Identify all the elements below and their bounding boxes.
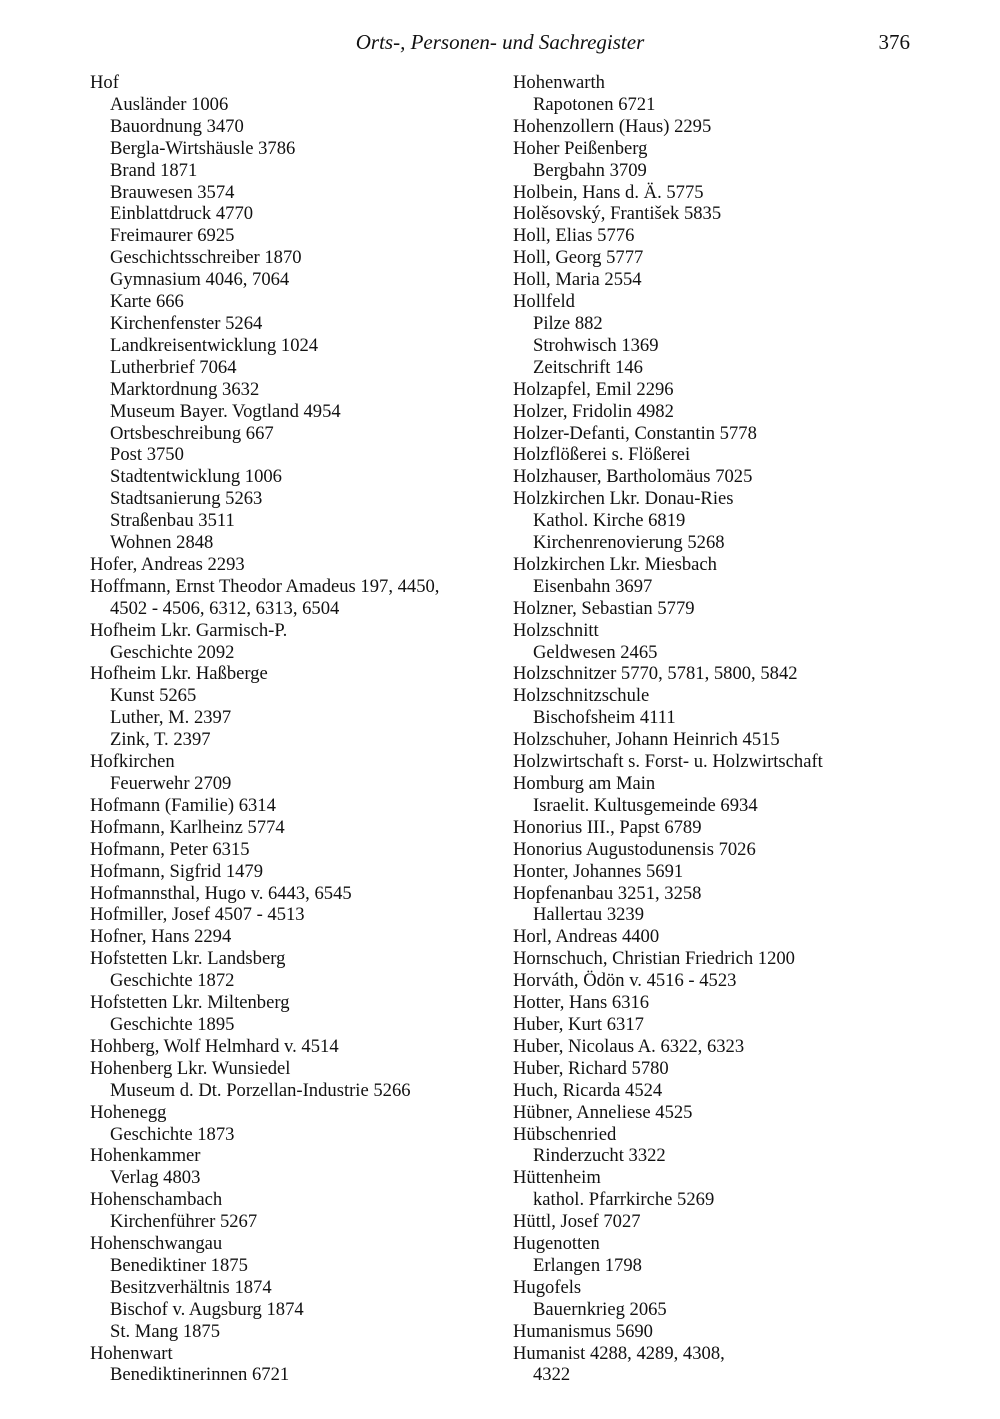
index-entry: Hohenzollern (Haus) 2295 bbox=[513, 115, 712, 137]
index-entry: Hohberg, Wolf Helmhard v. 4514 bbox=[90, 1035, 339, 1057]
index-subentry: kathol. Pfarrkirche 5269 bbox=[533, 1189, 715, 1211]
index-entry: Hugofels bbox=[513, 1276, 582, 1298]
index-entry: Hoher Peißenberg bbox=[513, 137, 648, 159]
index-subentry: Post 3750 bbox=[110, 444, 184, 466]
index-entry: Hofmann (Familie) 6314 bbox=[90, 794, 276, 816]
index-entry: Holzschuher, Johann Heinrich 4515 bbox=[513, 729, 780, 751]
index-subentry: Benediktiner 1875 bbox=[110, 1254, 248, 1276]
index-entry: Hofmann, Sigfrid 1479 bbox=[90, 860, 264, 882]
index-subentry: Hallertau 3239 bbox=[533, 904, 645, 926]
index-subentry: Besitzverhältnis 1874 bbox=[110, 1276, 272, 1298]
index-entry: Hofkirchen bbox=[90, 751, 175, 773]
index-entry: Holzschnitt bbox=[513, 619, 599, 641]
index-entry: Holzer, Fridolin 4982 bbox=[513, 400, 674, 422]
index-subentry: Kirchenführer 5267 bbox=[110, 1211, 258, 1233]
index-entry: Holl, Maria 2554 bbox=[513, 269, 642, 291]
index-subentry: Pilze 882 bbox=[533, 312, 603, 334]
index-subentry: Bergla-Wirtshäusle 3786 bbox=[110, 137, 296, 159]
index-subentry: Bergbahn 3709 bbox=[533, 159, 647, 181]
index-subentry: Bischof v. Augsburg 1874 bbox=[110, 1298, 304, 1320]
index-subentry: Stadtentwicklung 1006 bbox=[110, 466, 282, 488]
index-entry: Huber, Nicolaus A. 6322, 6323 bbox=[513, 1035, 745, 1057]
index-entry: Hofner, Hans 2294 bbox=[90, 926, 232, 948]
index-subentry: Kathol. Kirche 6819 bbox=[533, 510, 686, 532]
index-entry: Huber, Kurt 6317 bbox=[513, 1013, 644, 1035]
index-subentry: Bauordnung 3470 bbox=[110, 115, 244, 137]
index-subentry: St. Mang 1875 bbox=[110, 1320, 221, 1342]
index-subentry: Zeitschrift 146 bbox=[533, 356, 643, 378]
index-subentry: Geschichte 1872 bbox=[110, 970, 235, 992]
index-entry: Honorius Augustodunensis 7026 bbox=[513, 838, 756, 860]
index-entry: Holzkirchen Lkr. Miesbach bbox=[513, 553, 717, 575]
index-subentry: Lutherbrief 7064 bbox=[110, 356, 237, 378]
index-subentry: Bauernkrieg 2065 bbox=[533, 1298, 667, 1320]
index-subentry: Straßenbau 3511 bbox=[110, 510, 235, 532]
index-entry: Holzwirtschaft s. Forst- u. Holzwirtschaft bbox=[513, 751, 823, 773]
index-entry: Hofmannsthal, Hugo v. 6443, 6545 bbox=[90, 882, 352, 904]
index-entry: Hofheim Lkr. Garmisch-P. bbox=[90, 619, 288, 641]
index-entry: Holl, Elias 5776 bbox=[513, 225, 635, 247]
index-entry: Holěsovský, František 5835 bbox=[513, 203, 722, 225]
index-subentry: Geschichtsschreiber 1870 bbox=[110, 247, 302, 269]
index-subentry: Rapotonen 6721 bbox=[533, 93, 656, 115]
index-subentry: Kunst 5265 bbox=[110, 685, 197, 707]
index-entry: Holzschnitzer 5770, 5781, 5800, 5842 bbox=[513, 663, 798, 685]
index-subentry: Erlangen 1798 bbox=[533, 1254, 642, 1276]
index-entry: Hübner, Anneliese 4525 bbox=[513, 1101, 693, 1123]
index-entry: Huch, Ricarda 4524 bbox=[513, 1079, 663, 1101]
running-head bbox=[0, 26, 1000, 58]
index-entry: Holzkirchen Lkr. Donau-Ries bbox=[513, 488, 734, 510]
index-subentry: Museum Bayer. Vogtland 4954 bbox=[110, 400, 341, 422]
index-entry: Huber, Richard 5780 bbox=[513, 1057, 669, 1079]
index-entry: Hohenwart bbox=[90, 1342, 173, 1364]
index-subentry: Kirchenrenovierung 5268 bbox=[533, 532, 725, 554]
index-entry: Hofstetten Lkr. Landsberg bbox=[90, 948, 286, 970]
index-subentry: Geschichte 2092 bbox=[110, 641, 235, 663]
index-entry: Horl, Andreas 4400 bbox=[513, 926, 660, 948]
index-entry: Hof bbox=[90, 72, 119, 93]
index-subentry: Brand 1871 bbox=[110, 159, 198, 181]
index-entry: Hofheim Lkr. Haßberge bbox=[90, 663, 268, 685]
index-entry: Holbein, Hans d. Ä. 5775 bbox=[513, 181, 704, 203]
index-subentry: Einblattdruck 4770 bbox=[110, 203, 254, 225]
index-entry: Hohenegg bbox=[90, 1101, 167, 1123]
index-subentry: Ausländer 1006 bbox=[110, 93, 229, 115]
index-entry: Hüttl, Josef 7027 bbox=[513, 1211, 641, 1233]
index-entry: Homburg am Main bbox=[513, 773, 656, 794]
index-column-left bbox=[90, 72, 520, 1386]
index-entry: Hohenberg Lkr. Wunsiedel bbox=[90, 1057, 291, 1079]
index-subentry: Eisenbahn 3697 bbox=[533, 575, 653, 597]
index-subentry: Israelit. Kultusgemeinde 6934 bbox=[533, 794, 758, 816]
index-entry: Honter, Johannes 5691 bbox=[513, 860, 684, 882]
index-entry: Humanist 4288, 4289, 4308, bbox=[513, 1342, 725, 1364]
page-number: 376 bbox=[878, 30, 910, 54]
index-entry: Hugenotten bbox=[513, 1233, 600, 1255]
index-entry: Honorius III., Papst 6789 bbox=[513, 816, 702, 838]
index-entry: Hofmiller, Josef 4507 - 4513 bbox=[90, 904, 305, 926]
index-entry: Holl, Georg 5777 bbox=[513, 247, 644, 269]
index-entry: Holzner, Sebastian 5779 bbox=[513, 597, 695, 619]
index-entry: Hohenschambach bbox=[90, 1189, 223, 1211]
index-subentry: Museum d. Dt. Porzellan-Industrie 5266 bbox=[110, 1079, 411, 1101]
index-subentry: Karte 666 bbox=[110, 291, 184, 313]
index-entry: Hornschuch, Christian Friedrich 1200 bbox=[513, 948, 795, 970]
index-column-right bbox=[513, 72, 943, 1386]
index-entry: Hofmann, Peter 6315 bbox=[90, 838, 250, 860]
index-subentry: Geldwesen 2465 bbox=[533, 641, 658, 663]
index-subentry: Zink, T. 2397 bbox=[110, 729, 211, 751]
index-subentry: Bischofsheim 4111 bbox=[533, 707, 676, 729]
index-entry: Hohenkammer bbox=[90, 1145, 201, 1167]
index-subentry: Benediktinerinnen 6721 bbox=[110, 1364, 290, 1386]
index-entry: Hofer, Andreas 2293 bbox=[90, 553, 245, 575]
index-subentry: Kirchenfenster 5264 bbox=[110, 312, 263, 334]
index-entry: Holzflößerei s. Flößerei bbox=[513, 444, 691, 466]
page-title: Orts-, Personen- und Sachregister bbox=[355, 30, 645, 54]
index-entry: Hotter, Hans 6316 bbox=[513, 992, 650, 1014]
index-subentry: 4322 bbox=[533, 1364, 571, 1386]
index-subentry: Ortsbeschreibung 667 bbox=[110, 422, 274, 444]
index-subentry: Wohnen 2848 bbox=[110, 532, 214, 554]
index-entry: Hohenschwangau bbox=[90, 1233, 223, 1255]
index-subentry: Strohwisch 1369 bbox=[533, 334, 659, 356]
index-subentry: Geschichte 1873 bbox=[110, 1123, 235, 1145]
index-entry: Hüttenheim bbox=[513, 1167, 601, 1189]
index-entry: Humanismus 5690 bbox=[513, 1320, 653, 1342]
index-entry: Hofstetten Lkr. Miltenberg bbox=[90, 992, 290, 1014]
index-entry: Hoffmann, Ernst Theodor Amadeus 197, 4450, bbox=[90, 575, 440, 597]
index-subentry: Luther, M. 2397 bbox=[110, 707, 232, 729]
index-subentry: Feuerwehr 2709 bbox=[110, 773, 232, 794]
index-entry: Hofmann, Karlheinz 5774 bbox=[90, 816, 285, 838]
index-entry: Holzapfel, Emil 2296 bbox=[513, 378, 674, 400]
index-entry: Hopfenanbau 3251, 3258 bbox=[513, 882, 702, 904]
index-entry: Holzschnitzschule bbox=[513, 685, 650, 707]
index-subentry: Freimaurer 6925 bbox=[110, 225, 235, 247]
index-entry: Hollfeld bbox=[513, 291, 575, 313]
index-entry: Hohenwarth bbox=[513, 72, 605, 93]
index-subentry: Rinderzucht 3322 bbox=[533, 1145, 666, 1167]
index-subentry: Gymnasium 4046, 7064 bbox=[110, 269, 290, 291]
index-entry: Hübschenried bbox=[513, 1123, 617, 1145]
index-subentry: 4502 - 4506, 6312, 6313, 6504 bbox=[110, 597, 340, 619]
index-subentry: Geschichte 1895 bbox=[110, 1013, 235, 1035]
index-entry: Holzhauser, Bartholomäus 7025 bbox=[513, 466, 753, 488]
index-entry: Holzer-Defanti, Constantin 5778 bbox=[513, 422, 757, 444]
index-subentry: Verlag 4803 bbox=[110, 1167, 201, 1189]
index-subentry: Stadtsanierung 5263 bbox=[110, 488, 263, 510]
index-subentry: Brauwesen 3574 bbox=[110, 181, 235, 203]
index-subentry: Marktordnung 3632 bbox=[110, 378, 260, 400]
index-entry: Horváth, Ödön v. 4516 - 4523 bbox=[513, 970, 737, 992]
index-subentry: Landkreisentwicklung 1024 bbox=[110, 334, 319, 356]
